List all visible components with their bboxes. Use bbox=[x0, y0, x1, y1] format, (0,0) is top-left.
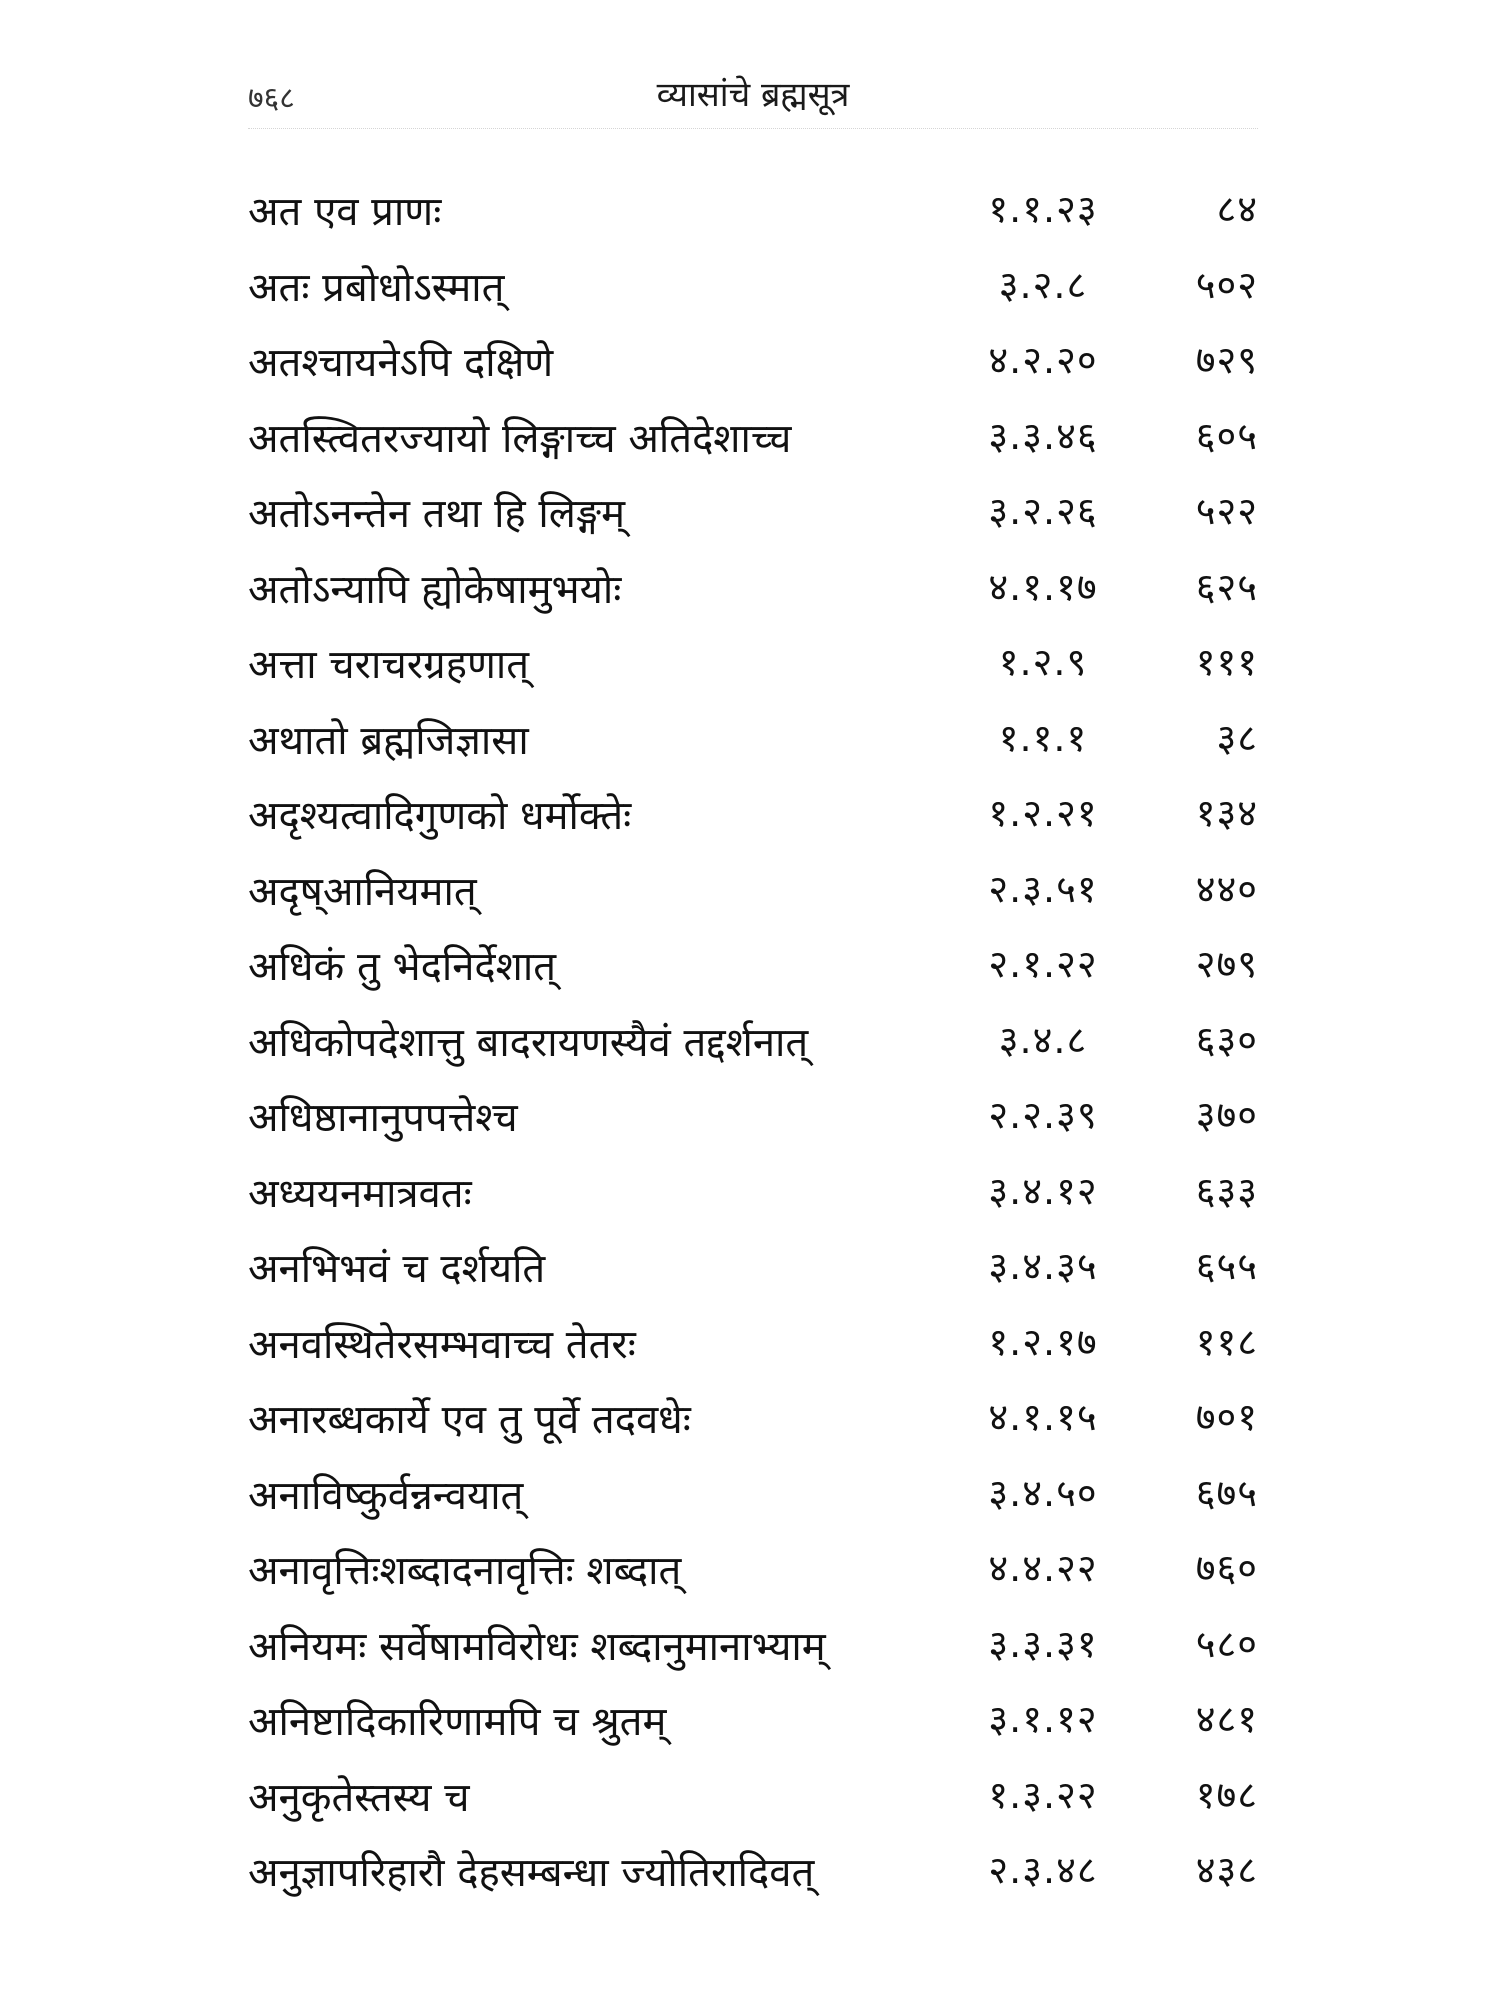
sutra-reference: १.२.९ bbox=[998, 640, 1088, 684]
page-ref: ५८० bbox=[1195, 1621, 1258, 1666]
page-ref: ६५५ bbox=[1195, 1244, 1258, 1288]
sutra-text: अधिकं तु भेदनिर्देशात् bbox=[248, 944, 556, 990]
index-row bbox=[248, 772, 1258, 848]
page-ref: ७०१ bbox=[1195, 1395, 1258, 1439]
index-row bbox=[248, 1829, 1258, 1905]
page-ref: ६३० bbox=[1195, 1017, 1258, 1062]
sutra-text: अनाविष्कुर्वन्नन्वयात् bbox=[248, 1472, 524, 1519]
sutra-text: अनिष्टादिकारिणामपि च श्रुतम् bbox=[248, 1699, 667, 1745]
sutra-reference: ४.२.२० bbox=[988, 338, 1098, 382]
index-row bbox=[248, 319, 1258, 395]
sutra-text: अनवस्थितेरसम्भवाच्च तेतरः bbox=[248, 1321, 636, 1368]
sutra-reference: ३.२.२६ bbox=[988, 489, 1098, 533]
index-row bbox=[248, 1301, 1258, 1377]
header-divider bbox=[248, 128, 1258, 129]
sutra-reference: ४.४.२२ bbox=[988, 1546, 1098, 1590]
index-row bbox=[248, 470, 1258, 546]
page-ref: ७२९ bbox=[1195, 338, 1258, 382]
sutra-text: अनभिभवं च दर्शयति bbox=[248, 1246, 546, 1292]
page-ref: ३७० bbox=[1195, 1093, 1258, 1137]
sutra-reference: ३.४.१२ bbox=[988, 1168, 1098, 1213]
index-row bbox=[248, 244, 1258, 320]
index-row bbox=[248, 923, 1258, 999]
index-row bbox=[248, 168, 1258, 244]
sutra-text: अतः प्रबोधोऽस्मात् bbox=[248, 264, 505, 311]
sutra-text: अतोऽन्यापि ह्योकेषामुभयोः bbox=[248, 566, 622, 613]
sutra-text: अथातो ब्रह्मजिज्ञासा bbox=[248, 717, 529, 764]
sutra-reference: ३.४.३५ bbox=[988, 1244, 1098, 1288]
sutra-reference: ३.२.८ bbox=[998, 262, 1088, 307]
page-ref: ४३८ bbox=[1195, 1848, 1258, 1892]
page-ref: ६२५ bbox=[1195, 564, 1258, 609]
sutra-reference: १.३.२२ bbox=[988, 1772, 1098, 1817]
index-row bbox=[248, 1376, 1258, 1452]
sutra-reference: १.२.२१ bbox=[988, 791, 1098, 835]
index-row bbox=[248, 395, 1258, 471]
sutra-reference: ३.४.५० bbox=[988, 1470, 1098, 1515]
sutra-text: अनियमः सर्वेषामविरोधः शब्दानुमानाभ्याम् bbox=[248, 1623, 826, 1670]
page-ref: ६७५ bbox=[1195, 1470, 1258, 1515]
sutra-reference: ३.१.१२ bbox=[988, 1697, 1098, 1741]
index-row bbox=[248, 999, 1258, 1075]
page-ref: ३८ bbox=[1216, 715, 1258, 760]
sutra-text: अधिष्ठानानुपपत्तेश्च bbox=[248, 1095, 518, 1141]
sutra-text: अतस्त्वितरज्यायो लिङ्गाच्च अतिदेशाच्च bbox=[248, 415, 792, 462]
sutra-text: अनुज्ञापरिहारौ देहसम्बन्धा ज्योतिरादिवत् bbox=[248, 1850, 815, 1896]
sutra-reference: ४.१.१५ bbox=[988, 1395, 1098, 1439]
page-number: ७६८ bbox=[248, 81, 295, 116]
page-ref: ५२२ bbox=[1195, 489, 1258, 533]
sutra-text: अतोऽनन्तेन तथा हि लिङ्गम् bbox=[248, 491, 626, 537]
sutra-reference: ४.१.१७ bbox=[988, 564, 1098, 609]
sutra-text: अदृष्आनियमात् bbox=[248, 868, 477, 915]
page-ref: ४४० bbox=[1195, 866, 1258, 911]
page-ref: ५०२ bbox=[1195, 262, 1258, 307]
sutra-reference: ३.३.४६ bbox=[988, 413, 1098, 458]
sutra-text: अत एव प्राणः bbox=[248, 189, 442, 235]
page-ref: ६३३ bbox=[1195, 1168, 1258, 1213]
sutra-text: अतश्चायनेऽपि दक्षिणे bbox=[248, 340, 554, 386]
sutra-reference: २.३.४८ bbox=[988, 1848, 1098, 1892]
index-row bbox=[248, 546, 1258, 622]
sutra-text: अनारब्धकार्ये एव तु पूर्वे तदवधेः bbox=[248, 1397, 691, 1443]
index-row bbox=[248, 1452, 1258, 1528]
sutra-text: अध्ययनमात्रवतः bbox=[248, 1170, 472, 1217]
index-row bbox=[248, 1754, 1258, 1830]
sutra-text: अनावृत्तिःशब्दादनावृत्तिः शब्दात् bbox=[248, 1548, 682, 1594]
sutra-reference: १.१.१ bbox=[998, 715, 1088, 760]
index-row bbox=[248, 1150, 1258, 1226]
page-ref: ११८ bbox=[1195, 1319, 1258, 1364]
sutra-reference: ३.३.३१ bbox=[988, 1621, 1098, 1666]
running-title: व्यासांचे ब्रह्मसूत्र bbox=[656, 75, 850, 115]
sutra-reference: १.१.२३ bbox=[988, 187, 1098, 231]
page-ref: २७९ bbox=[1195, 942, 1258, 986]
sutra-reference: ३.४.८ bbox=[998, 1017, 1088, 1062]
sutra-reference: १.२.१७ bbox=[988, 1319, 1098, 1364]
page-ref: ७६० bbox=[1195, 1546, 1258, 1590]
page-ref: ८४ bbox=[1216, 187, 1258, 231]
index-row bbox=[248, 1074, 1258, 1150]
page-ref: १३४ bbox=[1195, 791, 1258, 835]
index-row bbox=[248, 1527, 1258, 1603]
index-row bbox=[248, 848, 1258, 924]
page-ref: ४८१ bbox=[1195, 1697, 1258, 1741]
page-ref: १११ bbox=[1195, 640, 1258, 684]
index-row bbox=[248, 621, 1258, 697]
page-ref: ६०५ bbox=[1195, 413, 1258, 458]
page-header bbox=[248, 70, 1258, 130]
index-row bbox=[248, 697, 1258, 773]
index-row bbox=[248, 1225, 1258, 1301]
sutra-text: अत्ता चराचरग्रहणात् bbox=[248, 642, 530, 688]
sutra-index-list bbox=[248, 168, 1258, 1905]
sutra-text: अनुकृतेस्तस्य च bbox=[248, 1774, 470, 1821]
sutra-text: अदृश्यत्वादिगुणको धर्मोक्तेः bbox=[248, 793, 632, 839]
sutra-reference: २.२.३९ bbox=[988, 1093, 1098, 1137]
index-row bbox=[248, 1603, 1258, 1679]
sutra-reference: २.३.५१ bbox=[988, 866, 1098, 911]
page-ref: १७८ bbox=[1195, 1772, 1258, 1817]
index-row bbox=[248, 1678, 1258, 1754]
sutra-reference: २.१.२२ bbox=[988, 942, 1098, 986]
sutra-text: अधिकोपदेशात्तु बादरायणस्यैवं तद्दर्शनात् bbox=[248, 1019, 809, 1066]
